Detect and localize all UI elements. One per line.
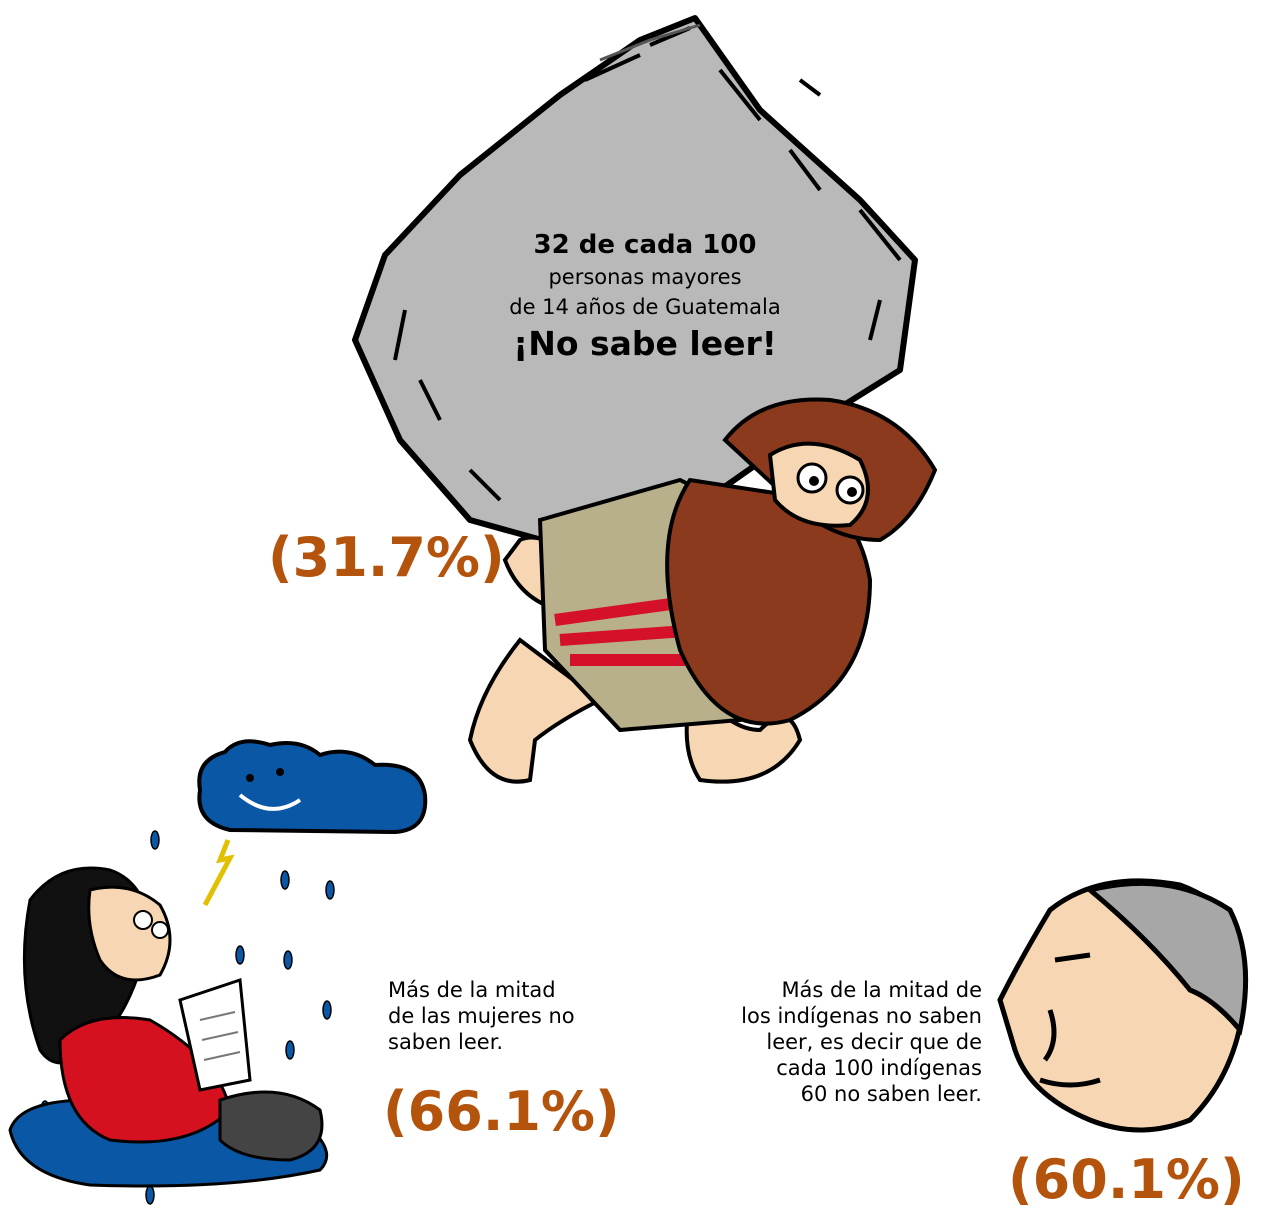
indigenous-note-line: Más de la mitad de xyxy=(781,978,982,1002)
rock-line-1: personas mayores xyxy=(548,265,742,289)
woman-reading-illustration xyxy=(10,868,327,1186)
indigenous-note-line: leer, es decir que de xyxy=(766,1030,982,1054)
women-note-line: saben leer. xyxy=(388,1030,504,1054)
rock-caption xyxy=(440,228,850,366)
indigenous-note-line: 60 no saben leer. xyxy=(800,1082,982,1106)
rock-headline: 32 de cada 100 xyxy=(533,230,757,260)
overall-percentage: (31.7%) xyxy=(268,526,505,589)
indigenous-note-line: cada 100 indígenas xyxy=(776,1056,982,1080)
rock-line-2: de 14 años de Guatemala xyxy=(509,295,781,319)
old-face-illustration xyxy=(1000,881,1246,1130)
women-note-line: de las mujeres no xyxy=(388,1004,575,1028)
women-note-line: Más de la mitad xyxy=(388,978,556,1002)
rock-exclaim: ¡No sabe leer! xyxy=(513,324,777,363)
indigenous-percentage: (60.1%) xyxy=(1008,1148,1245,1211)
women-percentage: (66.1%) xyxy=(383,1080,620,1143)
indigenous-note xyxy=(690,977,982,1107)
women-note xyxy=(388,977,628,1055)
indigenous-note-line: los indígenas no saben xyxy=(741,1004,982,1028)
